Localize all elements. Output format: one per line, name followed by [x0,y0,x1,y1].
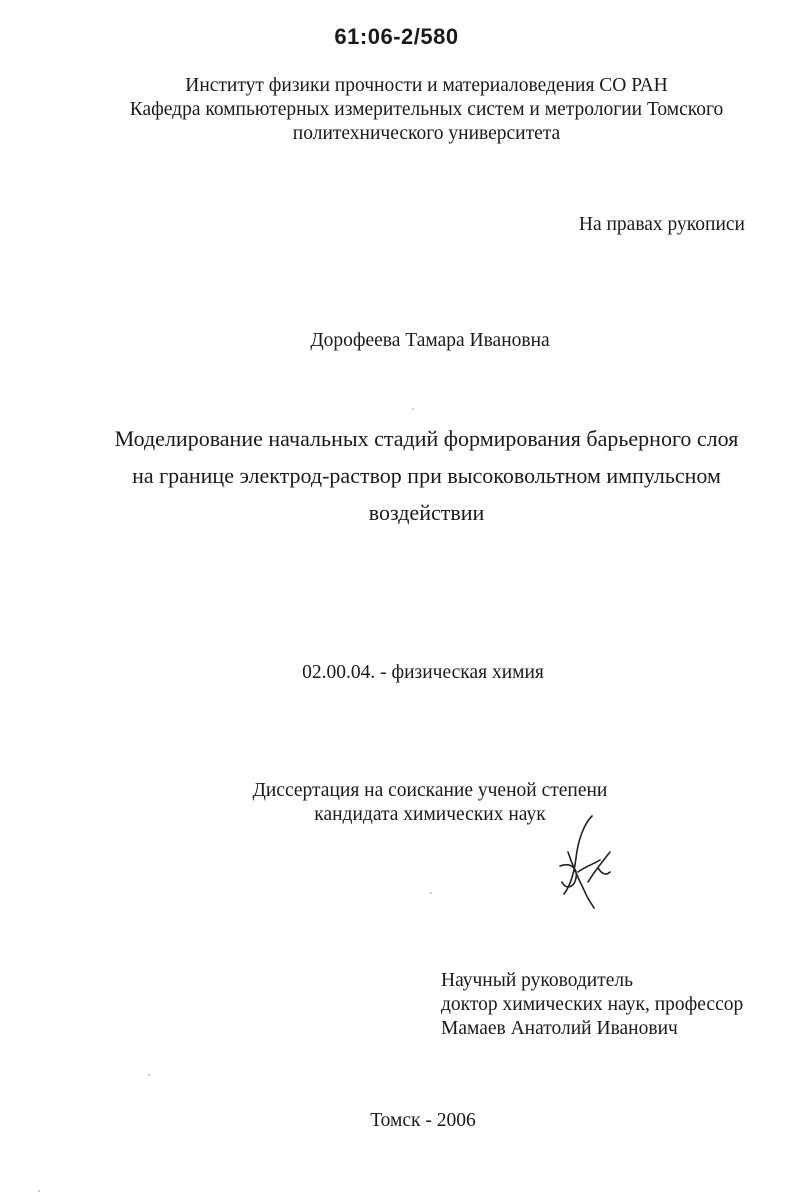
rights-note: На правах рукописи [578,214,745,235]
scan-speck [148,1074,150,1076]
author-name: Дорофеева Тамара Ивановна [310,330,550,351]
title-line: на границе электрод-раствор при высоковольтном импульсном [132,463,721,488]
supervisor-line: Мамаев Анатолий Иванович [441,1018,678,1039]
degree-line: кандидата химических наук [314,804,546,825]
specialty-code: 02.00.04. - физическая химия [302,662,544,683]
institution-line: Кафедра компьютерных измерительных систем и метрологии Томского [129,99,724,120]
signature-icon [548,812,618,912]
degree-line: Диссертация на соискание ученой степени [252,780,608,801]
city-year: Томск - 2006 [370,1110,476,1131]
institution-header [60,74,793,146]
scan-speck [430,892,432,894]
supervisor-line: Научный руководитель [441,970,634,991]
institution-line: политехнического университета [292,123,561,144]
archive-stamp-number: 61:06-2/580 [334,24,459,49]
supervisor-line: доктор химических наук, профессор [441,994,744,1015]
supervisor-block [441,969,743,1041]
title-line: Моделирование начальных стадий формирования барьерного слоя [114,426,739,451]
dissertation-title [60,420,793,531]
institution-line: Институт физики прочности и материаловедения СО РАН [185,75,668,96]
scan-speck [38,1190,40,1192]
title-line: воздействии [368,500,485,525]
scan-speck [412,408,414,410]
